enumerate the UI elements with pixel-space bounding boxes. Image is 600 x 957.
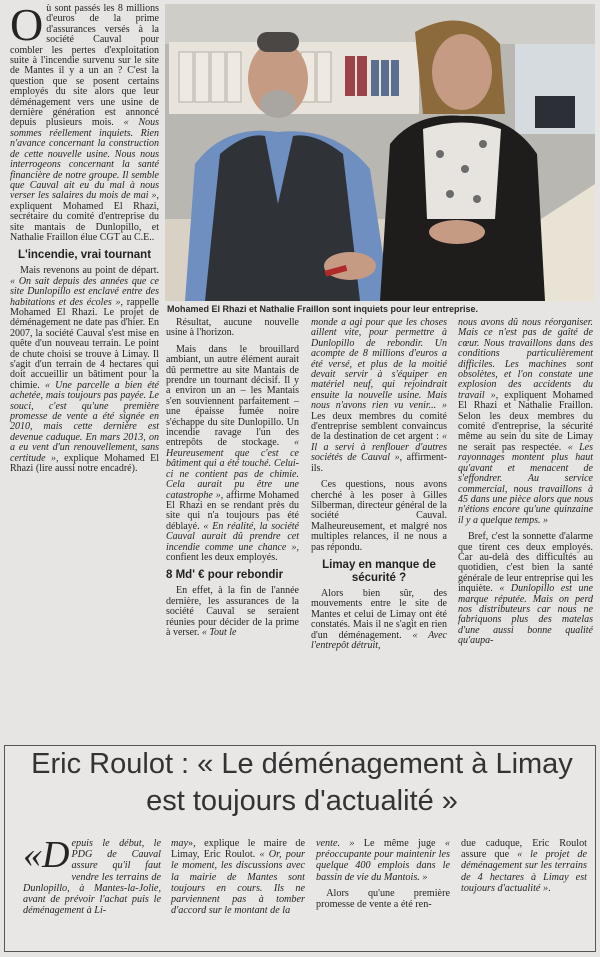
box-paragraph-1: «Depuis le début, le PDG de Cauval assure qu'il faut vendre les terrains de Dunlopillo, à Mantes-la-Jolie, avant de prévoir l'achat puis le déménagement à Li- <box>23 834 161 917</box>
column-1 <box>10 0 160 475</box>
paragraph-reorganiser: nous avons dû nous réorganiser. Mais ce n'est pas de gaîté de cœur. Nous travaillons dans des conditions particulièrement difficiles. Les machines sont obsolètes, et l'on constate une explosion des accidents du travail », expliquent Mohamed El Rhazi et Nathalie Fraillon. Selon les deux membres du comité d'entreprise, la sécurité même au sein du site de Limay ne serait pas respectée. « Les rayonnages montent plus haut qu'avant et menacent de s'effondrer. Au service commercial, nous travaillons à 45 dans une pièce alors que nous n'étions encore qu'une quinzaine il y a quelque temps. » <box>458 317 593 526</box>
box-headline-line-2: est toujours d'actualité » <box>146 785 458 817</box>
box-column-3 <box>316 838 450 910</box>
drop-cap: O <box>10 0 44 50</box>
sidebar-box <box>4 745 596 952</box>
paragraph-depart: Mais revenons au point de départ. « On sait depuis des années que ce site Dunlopillo est enclavé entre des habitations et des écoles », rappelle Mohamed El Rhazi. Le projet de déménagement ne date pas d'hier. En 2007, la société Cauval s'est mise en quête d'un nouveau terrain. Le point de chute choisi se trouve à Limay. Il s'agit d'un terrain de 4 hectares qui doit accueillir un bâtiment pour la chimie. « Une parcelle a bien été achetée, mais toujours pas payée. Le souci, c'est qu'une première promesse de vente a été signée en 2010, mais cette dernière est devenue caduque. En mars 2013, on a eu vent d'un renouvellement, sans certitude », explique Mohamed El Rhazi (lire aussi notre encadré). <box>10 265 159 475</box>
paragraph-resultat: Résultat, aucune nouvelle usine à l'horizon. <box>166 317 299 339</box>
box-paragraph-3b: Alors qu'une première promesse de vente a été ren- <box>316 887 450 911</box>
paragraph-sonnette: Bref, c'est la sonnette d'alarme que tirent ces deux employés. Car au-delà des difficultés au quotidien, c'est bien la santé générale de leur entreprise qui les inquiète. « Dunlopillo est une marque réputée. Mais on perd nos distributeurs car nous ne fabriquons plus des matelas d'une aussi bonne qualité qu'aupa- <box>458 531 593 647</box>
paragraph-questions: Ces questions, nous avons cherché à les poser à Gilles Silberman, directeur général de la société Cauval. Malheureusement, et malgré nos multiples relances, il ne nous a pas répondu. <box>311 479 447 553</box>
box-paragraph-3: vente. » Le même juge « préoccupante pour maintenir les quelque 400 emplois dans le bassin de vie du Mantois. » <box>316 838 450 883</box>
quote-drop-cap: «D <box>23 834 70 876</box>
box-headline <box>19 746 585 820</box>
photo-illustration <box>165 4 595 301</box>
box-column-4 <box>461 838 587 894</box>
box-column-2 <box>171 838 305 916</box>
paragraph-acompte: monde a agi pour que les choses aillent vite, pour permettre à Dunlopillo de rebondir. Un acompte de 8 millions d'euros a été versé, et plus de la moitié devait servir à s'équiper en matériel neuf, qui rejoindrait ensuite la nouvelle usine. Mais nous n'avons rien vu venir... » Les deux membres du comité d'entreprise semblent convaincus de la destination de cet argent : « Il a servi à renflouer d'autres sociétés de Cauval », affirment-ils. <box>311 317 447 474</box>
subheading-incendie: L'incendie, vrai tournant <box>17 249 152 262</box>
photo-caption: Mohamed El Rhazi et Nathalie Fraillon sont inquiets pour leur entreprise. <box>167 304 479 314</box>
subheading-securite: Limay en manque de sécurité ? <box>322 558 436 584</box>
column-2 <box>166 318 299 638</box>
box-column-1 <box>23 834 161 917</box>
column-3 <box>311 318 447 651</box>
box-paragraph-4: due caduque, Eric Roulot assure que « le projet de déménagement sur les terrains de 4 hectares à Limay est toujours d'actualité ». <box>461 838 587 894</box>
paragraph-brouillard: Mais dans le brouillard ambiant, un autre élément aurait dû permettre au site Mantais de prendre un tournant décisif. Il y a environ un an – les Mantais s'en souviennent parfaitement – une épaisse fumée noire s'échappe du site Dunlopillo. Un incendie ravage l'un des entrepôts de stockage. « Heureusement que c'est ce bâtiment qui a été touché. Celui-ci ne contient pas de chimie. Cela aurait pu être une catastrophe », affirme Mohamed El Rhazi en se rendant près du site qui n'a toujours pas été déblayé. « En réalité, la société Cauval aurait dû prendre cet incendie comme une chance », confient les deux employés. <box>166 343 299 563</box>
paragraph-assurances: En effet, à la fin de l'année dernière, les assurances de la société Cauval se seraient réunies pour décider de la prime à verser. « Tout le <box>166 585 299 638</box>
column-4 <box>458 318 593 647</box>
paragraph-mouvements: Alors bien sûr, des mouvements entre le site de Mantes et celui de Limay ont été constatés. Mais il ne s'agit en rien d'un déménagement. « Avec l'entrepôt détruit, <box>311 587 447 651</box>
paragraph-intro: Où sont passés les 8 millions d'euros de la prime d'assurances versés à la société Cauval pour combler les pertes d'exploitation suite à l'incendie survenu sur le site de Mantes il y a un an ? C'est la question que se posent certains employés du site alors que leur déménagement vers une usine de dernière génération est annoncé depuis plusieurs mois. « Nous sommes réellement inquiets. Rien n'avance concernant la construction de cette nouvelle usine. Nous nous interrogeons concernant la santé financière de notre groupe. Il semble que Cauval ait eu du mal à nous verser les salaires du mois de mai », expliquent Mohamed El Rhazi, secrétaire du comité d'entreprise du site mantais de Dunlopillo, et Nathalie Fraillon élue CGT au C.E.. <box>10 0 160 243</box>
article-photo <box>165 4 595 301</box>
box-paragraph-2: may», explique le maire de Limay, Eric Roulot. « Or, pour le moment, les discussions avec la mairie de Mantes sont toujours en cours. Ils ne parviennent pas à tomber d'accord sur le montant de la <box>171 838 306 917</box>
subheading-rebondir: 8 Md' € pour rebondir <box>166 569 284 582</box>
box-headline-line-1: Eric Roulot : « Le déménagement à Limay <box>31 748 573 780</box>
